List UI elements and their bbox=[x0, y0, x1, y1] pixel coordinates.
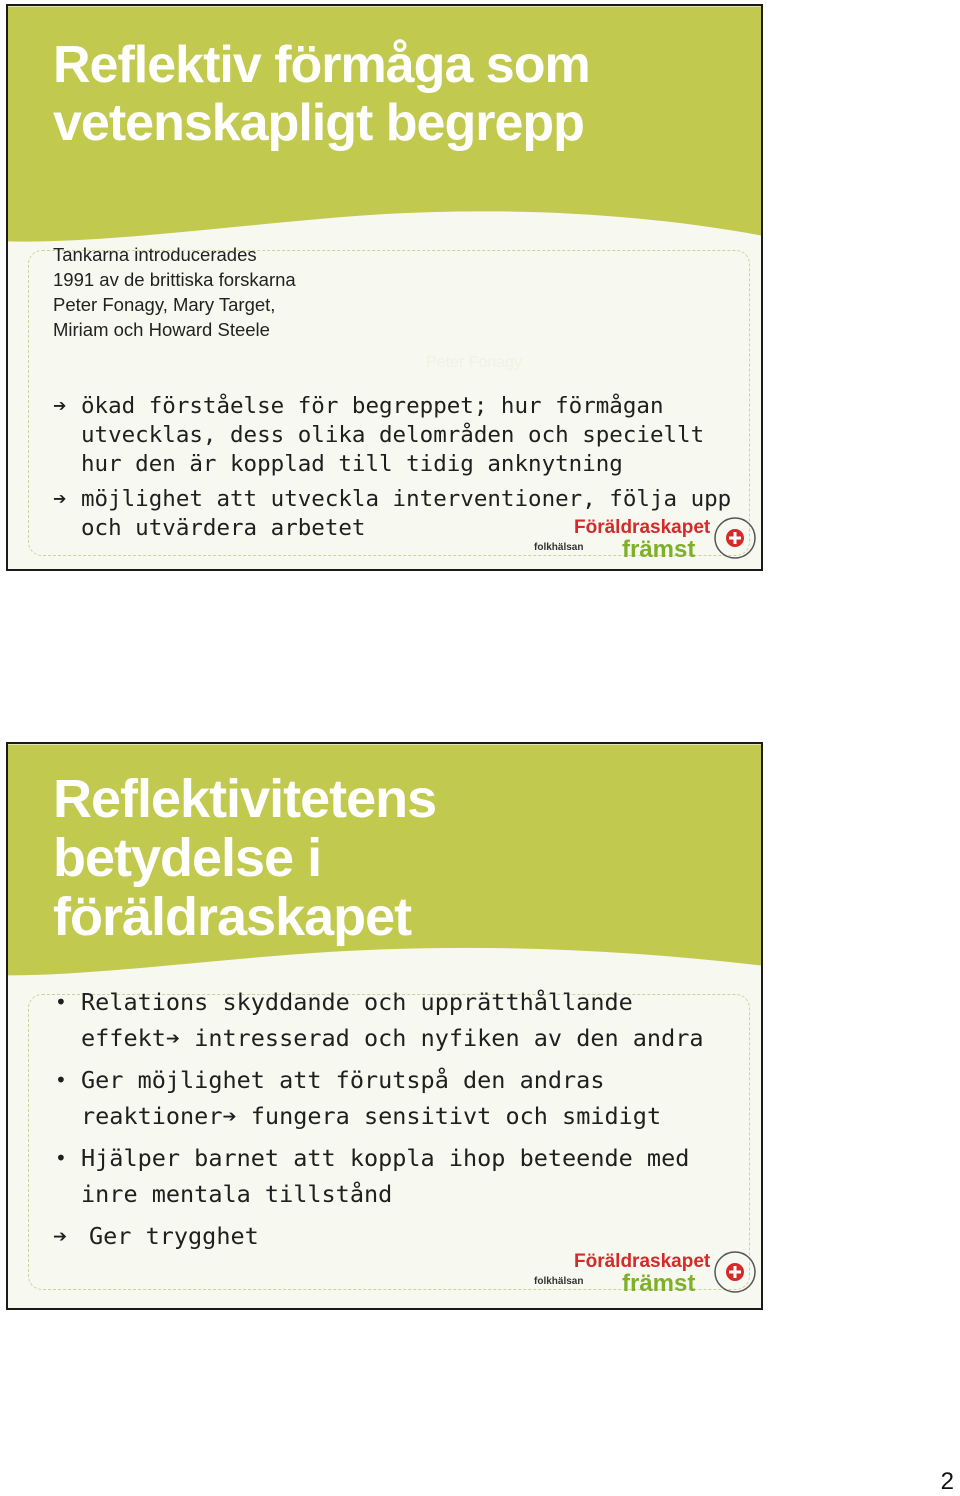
slide-2 bbox=[6, 742, 763, 1310]
arrow-right-icon: ➔ bbox=[53, 486, 67, 512]
bullet-icon: • bbox=[55, 1068, 67, 1092]
logo-line2: främst bbox=[622, 1270, 696, 1297]
point-item: ➔ möjlighet att utveckla interventioner, följa upp och utvärdera arbetet bbox=[53, 486, 732, 541]
bullet-list bbox=[53, 984, 743, 1254]
slide-title: Reflektiv förmåga som vetenskapligt begrepp bbox=[53, 36, 590, 152]
sponsor-name: folkhälsan bbox=[534, 1276, 584, 1287]
conclusion: ➔ Ger trygghet bbox=[53, 1218, 743, 1254]
page-number: 2 bbox=[940, 1468, 954, 1495]
logo-line2: främst bbox=[622, 536, 696, 563]
intro-line: Miriam och Howard Steele bbox=[53, 319, 270, 340]
bullet-icon: • bbox=[55, 1146, 67, 1170]
arrow-right-icon: ➔ bbox=[53, 393, 67, 419]
intro-text bbox=[53, 242, 296, 342]
image-caption: Peter Fonagy bbox=[426, 354, 523, 371]
foraldraskapet-framst-logo bbox=[530, 512, 758, 564]
slide-1 bbox=[6, 4, 763, 571]
sponsor-name: folkhälsan bbox=[534, 542, 584, 553]
intro-line: Tankarna introducerades bbox=[53, 244, 257, 265]
bullet-item: • Hjälper barnet att koppla ihop beteende med inre mentala tillstånd bbox=[53, 1140, 743, 1212]
arrow-right-icon: ➔ bbox=[53, 1222, 68, 1250]
point-item: ➔ ökad förståelse för begreppet; hur förmågan utvecklas, dess olika delområden och speciellt hur den är kopplad till tidig anknytning bbox=[53, 393, 705, 477]
slide-title: Reflektivitetens betydelse i föräldraskapet bbox=[53, 769, 437, 947]
bullet-item: • Ger möjlighet att förutspå den andras reaktioner➔ fungera sensitivt och smidigt bbox=[53, 1062, 743, 1134]
intro-line: Peter Fonagy, Mary Target, bbox=[53, 294, 276, 315]
bullet-item: • Relations skyddande och upprätthållande effekt➔ intresserad och nyfiken av den andra bbox=[53, 984, 743, 1056]
intro-line: 1991 av de brittiska forskarna bbox=[53, 269, 296, 290]
arrow-right-icon: ➔ bbox=[165, 1024, 181, 1052]
foraldraskapet-framst-logo bbox=[530, 1246, 758, 1298]
logo-line1: Föräldraskapet bbox=[574, 1251, 711, 1272]
bullet-icon: • bbox=[55, 990, 67, 1014]
logo-line1: Föräldraskapet bbox=[574, 517, 711, 538]
arrow-right-icon: ➔ bbox=[222, 1102, 237, 1130]
